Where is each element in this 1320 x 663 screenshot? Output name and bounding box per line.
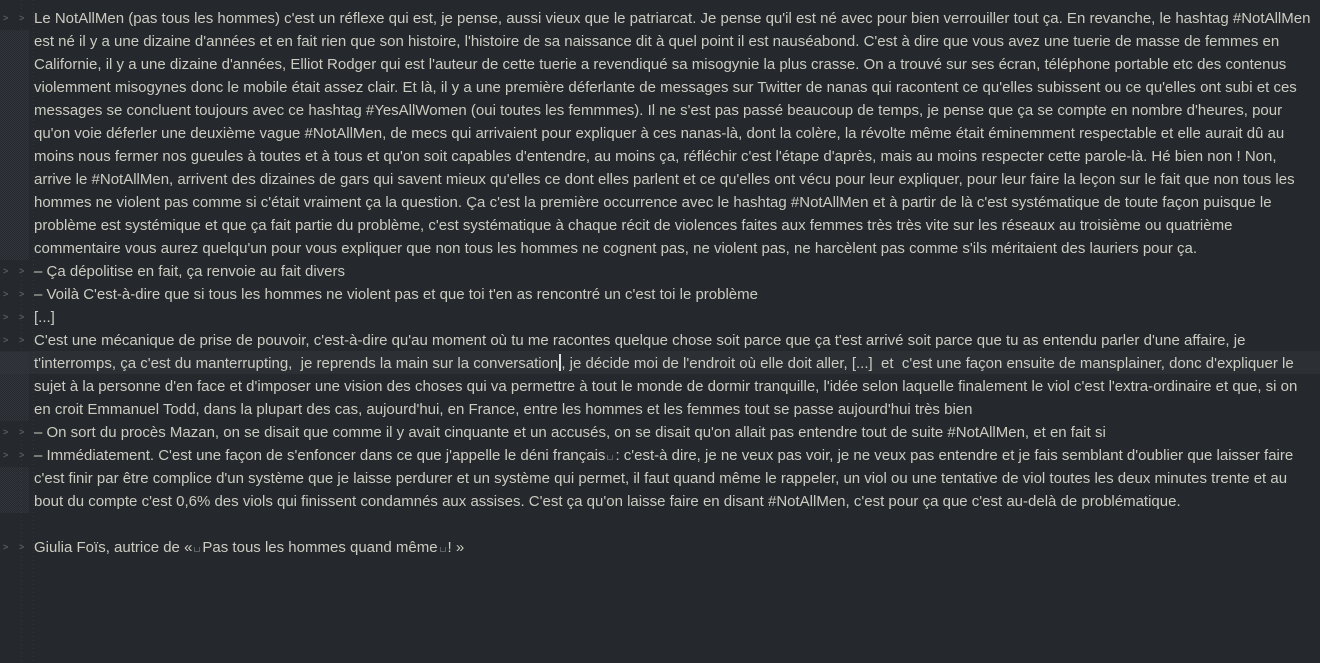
paragraph-text[interactable]: – Immédiatement. C'est une façon de s'enfoncer dans ce que j'appelle le déni français : c'est-à dire, je ne veux pas voir, je ne veux pas entendre et je fais semblant d'oublier que laisser faire c'est finir par être complice d'un système que je laisse perdurer et un système qui permet, il faut quand même le rappeler, un viol ou une tentative de viol toutes les deux minutes trente et au bout du compte c'est 0,6% des viols qui finissent condamnés aux assises. C'est ça qu'on laisse faire en disant #NotAllMen, c'est pour ça que c'est au-delà de problématique. [34,447,1298,510]
blockquote-chevron-icon: > [3,266,9,276]
wrapped-line-indicator [0,30,29,260]
blockquote-chevron-icon: > [3,427,9,437]
paragraph-text[interactable]: – On sort du procès Mazan, on se disait que comme il y avait cinquante et un accusés, on se disait qu'on allait pas entendre tout de suite #NotAllMen, et en fait si [34,424,1106,441]
paragraph-list [0,7,1320,559]
paragraph-row [0,329,1320,421]
blockquote-markers [0,260,34,283]
blockquote-chevron-icon: > [3,450,9,460]
paragraph-gutter [0,7,34,260]
blockquote-markers [0,7,34,30]
paragraph-text[interactable]: – Ça dépolitise en fait, ça renvoie au fait divers [34,263,346,280]
blockquote-chevron-icon: > [19,289,25,299]
nnbsp-marker-icon [194,547,200,552]
blockquote-chevron-icon: > [3,335,9,345]
wrapped-line-indicator [0,467,29,513]
paragraph-text[interactable] [34,513,1320,536]
paragraph-text[interactable]: [...] [34,309,55,326]
blockquote-chevron-icon: > [19,312,25,322]
paragraph-row [0,513,1320,536]
blockquote-chevron-icon: > [19,13,25,23]
paragraph-row [0,536,1320,559]
paragraph-text[interactable]: – Voilà C'est-à-dire que si tous les hommes ne violent pas et que toi t'en as rencontré un c'est toi le problème [34,286,758,303]
paragraph-gutter [0,306,34,329]
wrapped-line-indicator [0,352,29,421]
paragraph-gutter [0,260,34,283]
blockquote-markers [0,283,34,306]
paragraph-row [0,283,1320,306]
blockquote-markers [0,421,34,444]
paragraph-row [0,7,1320,260]
nnbsp-marker-icon [440,547,446,552]
blockquote-markers [0,536,34,559]
blockquote-chevron-icon: > [3,289,9,299]
paragraph-row [0,421,1320,444]
paragraph-text[interactable]: Giulia Foïs, autrice de « Pas tous les hommes quand même ! » [34,539,465,556]
blockquote-markers [0,306,34,329]
blockquote-chevron-icon: > [19,450,25,460]
paragraph-gutter [0,421,34,444]
paragraph-gutter [0,513,34,536]
paragraph-gutter [0,536,34,559]
blockquote-markers [0,444,34,467]
nnbsp-marker-icon [607,455,613,460]
blockquote-markers [0,329,34,352]
blockquote-chevron-icon: > [3,13,9,23]
paragraph-gutter [0,329,34,421]
paragraph-row [0,260,1320,283]
paragraph-text[interactable]: C'est une mécanique de prise de pouvoir, c'est-à-dire qu'au moment où tu me racontes quelque chose soit parce que ça t'est arrivé soit parce que tu as entendu parler d'une affaire, je t'interromps, ça c'est du manterrupting, je reprends la main sur la conversation , je décide moi de l'endroit où elle doit aller, [...] et c'est une façon ensuite de mansplainer, donc d'expliquer le sujet à la personne d'en face et d'imposer une vision des choses qui va permettre à tout le monde de dormir tranquille, l'idée selon laquelle finalement le viol c'est l'extra-ordinaire et que, si on en croit Emmanuel Todd, dans la plupart des cas, aujourd'hui, en France, entre les hommes et les femmes tout se passe aujourd'hui très bien [34,332,1302,418]
paragraph-row [0,306,1320,329]
paragraph-row [0,444,1320,513]
blockquote-chevron-icon: > [3,542,9,552]
blockquote-chevron-icon: > [19,542,25,552]
paragraph-gutter [0,444,34,513]
blockquote-chevron-icon: > [19,335,25,345]
text-cursor [559,354,561,371]
blockquote-chevron-icon: > [19,266,25,276]
blockquote-chevron-icon: > [3,312,9,322]
paragraph-gutter [0,283,34,306]
blockquote-chevron-icon: > [19,427,25,437]
paragraph-text[interactable]: Le NotAllMen (pas tous les hommes) c'est un réflexe qui est, je pense, aussi vieux que le patriarcat. Je pense qu'il est né avec pour bien verrouiller tout ça. En revanche, le hashtag #NotAllMen est né il y a une dizaine d'années et en fait rien que son histoire, l'histoire de sa naissance dit à quel point il est nauséabond. C'est à dire que vous avez une tuerie de masse de femmes en Californie, il y a une dizaine d'années, Elliot Rodger qui est l'auteur de cette tuerie a revendiqué sa misogynie la plus crasse. On a trouvé sur ses écran, téléphone portable etc des contenus violemment misogynes donc le mobile était assez clair. Et là, il y a une première déferlante de messages sur Twitter de nanas qui racontent ce qu'elles subissent ou ce qu'elles ont subi et ces messages se concluent toujours avec ce hashtag #YesAllWomen (oui toutes les femmmes). Il ne s'est pas passé beaucoup de temps, je pense que ça se compte en nombre d'heures, pour qu'on voie déferler une deuxième vague #NotAllMen, de mecs qui arrivaient pour expliquer à ces nanas-là, dont la colère, la révolte même était éminemment respectable et elle aurait dû au moins nous fermer nos gueules à toutes et à tous et qu'on soit capables d'entendre, au moins ça, réfléchir c'est l'étape d'après, mais au moins respecter cette parole-là. Hé bien non ! Non, arrive le #NotAllMen, arrivent des dizaines de gars qui savent mieux qu'elles ce dont elles parlent et ce qu'elles ont vécu pour leur expliquer, pour leur faire la leçon sur le fait que non tous les hommes ne violent pas comme si c'était vraiment ça la question. Ça c'est la première occurrence avec le hashtag #NotAllMen et à partir de là c'est systématique de toute façon puisque le problème est systémique et que ça fait partie du problème, c'est systématique à chaque récit de violences faites aux femmes très très vite sur les réseaux au troisième ou quatrième commentaire vous aurez quelqu'un pour vous expliquer que non tous les hommes ne cognent pas, ne violent pas, ne harcèlent pas comme s'ils méritaient des lauriers pour ça. [34,10,1315,257]
